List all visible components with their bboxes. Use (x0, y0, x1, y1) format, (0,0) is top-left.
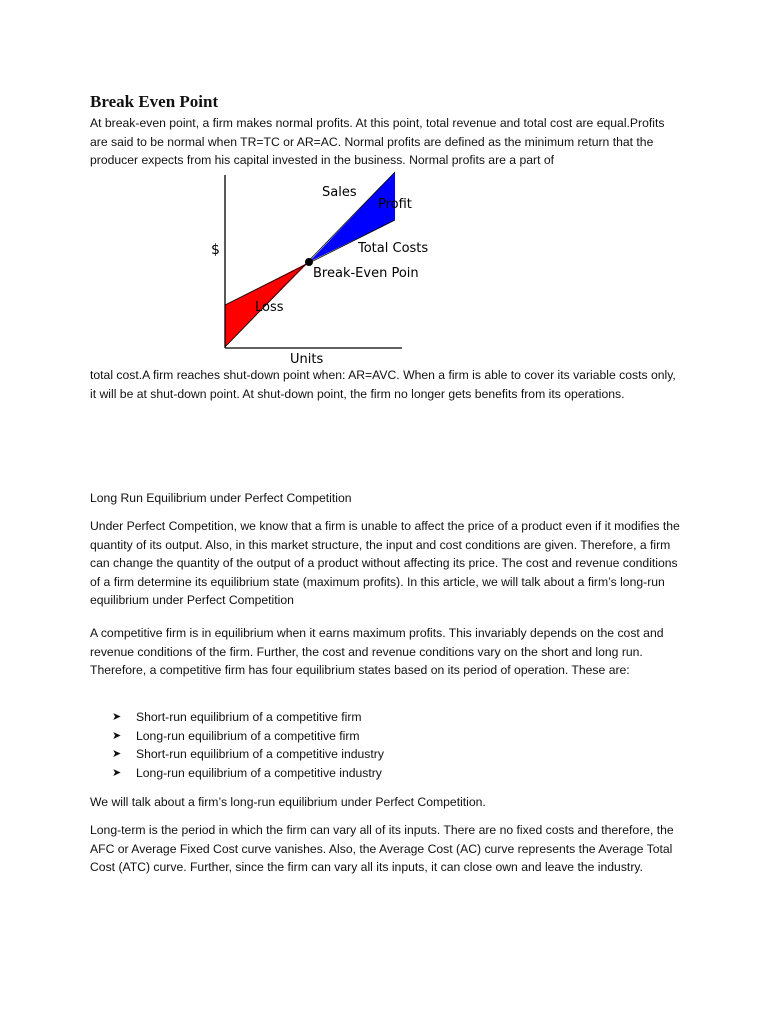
break-even-label: Break-Even Poin (313, 266, 419, 281)
break-even-chart (195, 170, 455, 370)
list-item-text: Short-run equilibrium of a competitive firm (136, 710, 362, 724)
paragraph-2: A competitive firm is in equilibrium when it earns maximum profits. This invariably depends on the cost and revenue conditions of the firm. Further, the cost and revenue conditions vary on the short and long run. Therefore, a competitive firm has four equilibrium states based on its period of operation. These are: (90, 626, 664, 677)
paragraph-4: Long-term is the period in which the firm can vary all of its inputs. There are no fixed costs and therefore, the AFC or Average Fixed Cost curve vanishes. Also, the Average Cost (AC) curve represents the Average Total Cost (ATC) curve. Further, since the firm can vary all its inputs, it can close own and leave the industry. (90, 823, 674, 874)
list-item (112, 745, 672, 764)
paragraph-1: Under Perfect Competition, we know that a firm is unable to affect the price of a product even if it modifies the quantity of its output. Also, in this market structure, the input and cost conditions are given. Therefore, a firm can change the quantity of the output of a product without affecting its price. The cost and revenue conditions of a firm determine its equilibrium state (maximum profits). In this article, we will talk about a firm’s long-run equilibrium under Perfect Competition (90, 519, 680, 607)
equilibrium-list (112, 708, 672, 783)
list-item (112, 764, 672, 783)
list-item-text: Long-run equilibrium of a competitive industry (136, 766, 382, 781)
arrowhead-bullet-icon: ➤ (112, 748, 122, 761)
list-item-text: Long-run equilibrium of a competitive firm (136, 728, 360, 743)
arrowhead-bullet-icon: ➤ (112, 767, 122, 780)
break-even-point-marker (305, 258, 313, 266)
paragraph-3: We will talk about a firm’s long-run equilibrium under Perfect Competition. (90, 795, 486, 809)
section-title: Long Run Equilibrium under Perfect Competition (90, 491, 352, 505)
loss-label: Loss (255, 300, 284, 315)
after-chart-paragraph: total cost.A firm reaches shut-down point when: AR=AVC. When a firm is able to cover its variable costs only, it will be at shut-down point. At shut-down point, the firm no longer gets benefits from its operations. (90, 368, 676, 401)
profit-label: Profit (378, 197, 412, 212)
x-axis-label: Units (290, 352, 324, 367)
page-title: Break Even Point (90, 92, 219, 111)
list-item-text: Short-run equilibrium of a competitive industry (136, 747, 384, 762)
break-even-chart-svg (195, 170, 455, 370)
y-axis-label: $ (211, 242, 220, 258)
arrowhead-bullet-icon: ➤ (112, 711, 122, 723)
total-costs-label: Total Costs (358, 241, 429, 256)
list-item (112, 727, 672, 746)
arrowhead-bullet-icon: ➤ (112, 729, 122, 742)
sales-label: Sales (322, 185, 357, 200)
intro-paragraph: At break-even point, a firm makes normal profits. At this point, total revenue and total cost are equal.Profits are said to be normal when TR=TC or AR=AC. Normal profits are defined as the minimum return that the producer expects from his capital invested in the business. Normal profits are a part of (90, 116, 665, 167)
list-item (112, 708, 672, 727)
